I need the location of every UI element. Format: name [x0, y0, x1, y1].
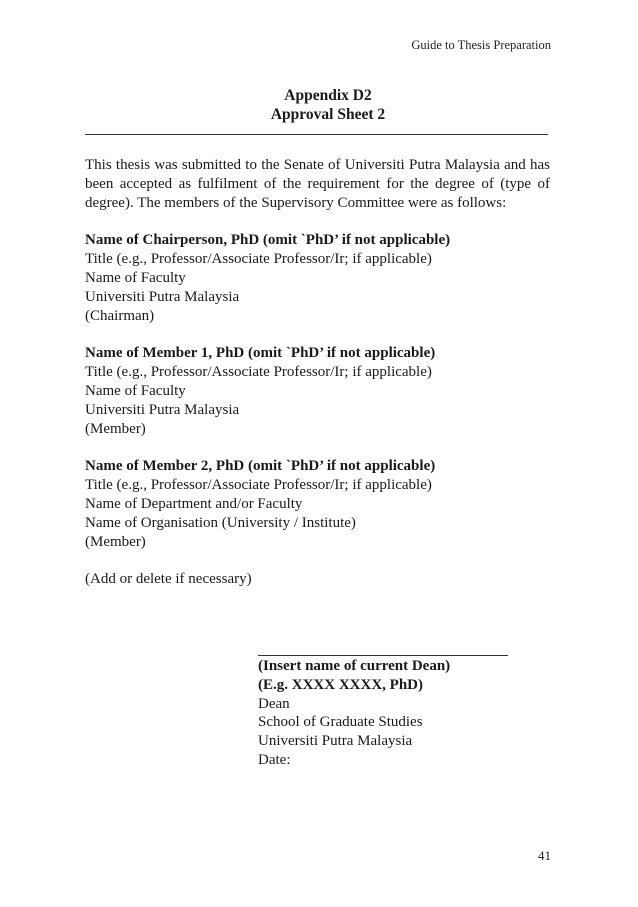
chairperson-block — [85, 231, 550, 325]
member1-institution: Universiti Putra Malaysia — [85, 401, 240, 418]
member1-name: Name of Member 1, PhD (omit `PhD’ if not applicable) — [85, 345, 436, 362]
dean-school: School of Graduate Studies — [258, 714, 423, 731]
chairperson-institution: Universiti Putra Malaysia — [85, 288, 240, 305]
member2-name: Name of Member 2, PhD (omit `PhD’ if not applicable) — [85, 458, 436, 475]
title-divider — [85, 134, 548, 135]
dean-name-example: (E.g. XXXX XXXX, PhD) — [258, 676, 423, 693]
member2-block — [85, 457, 550, 551]
dean-university: Universiti Putra Malaysia — [258, 733, 413, 750]
intro-paragraph: This thesis was submitted to the Senate of Universiti Putra Malaysia and has been accepted as fulfilment of the requirement for the degree of (type of degree). The members of the Supervisory Committee were as follows: — [85, 157, 550, 211]
signature-line — [258, 655, 508, 656]
member2-faculty: Name of Department and/or Faculty — [85, 495, 303, 512]
add-delete-note: (Add or delete if necessary) — [85, 571, 252, 588]
member1-title: Title (e.g., Professor/Associate Professor/Ir; if applicable) — [85, 364, 432, 381]
member2-institution: Name of Organisation (University / Institute) — [85, 514, 356, 531]
sheet-title: Approval Sheet 2 — [270, 106, 386, 123]
document-body — [85, 156, 550, 589]
chairperson-role: (Chairman) — [85, 307, 155, 324]
dean-position: Dean — [258, 695, 290, 712]
chairperson-name: Name of Chairperson, PhD (omit `PhD’ if not applicable) — [85, 232, 451, 249]
chairperson-title: Title (e.g., Professor/Associate Professor/Ir; if applicable) — [85, 251, 432, 268]
note-block — [85, 570, 550, 589]
dean-name-placeholder: (Insert name of current Dean) — [258, 658, 451, 674]
page-number: 41 — [538, 848, 551, 863]
member1-block — [85, 344, 550, 438]
member1-faculty: Name of Faculty — [85, 382, 186, 399]
appendix-title: Appendix D2 — [284, 87, 372, 104]
title-block — [0, 86, 638, 124]
dean-signature-block — [258, 655, 518, 770]
member1-role: (Member) — [85, 420, 146, 437]
member2-role: (Member) — [85, 533, 146, 550]
date-label: Date: — [258, 751, 291, 768]
running-header: Guide to Thesis Preparation — [411, 38, 551, 52]
member2-title: Title (e.g., Professor/Associate Professor/Ir; if applicable) — [85, 477, 432, 494]
chairperson-faculty: Name of Faculty — [85, 269, 186, 286]
